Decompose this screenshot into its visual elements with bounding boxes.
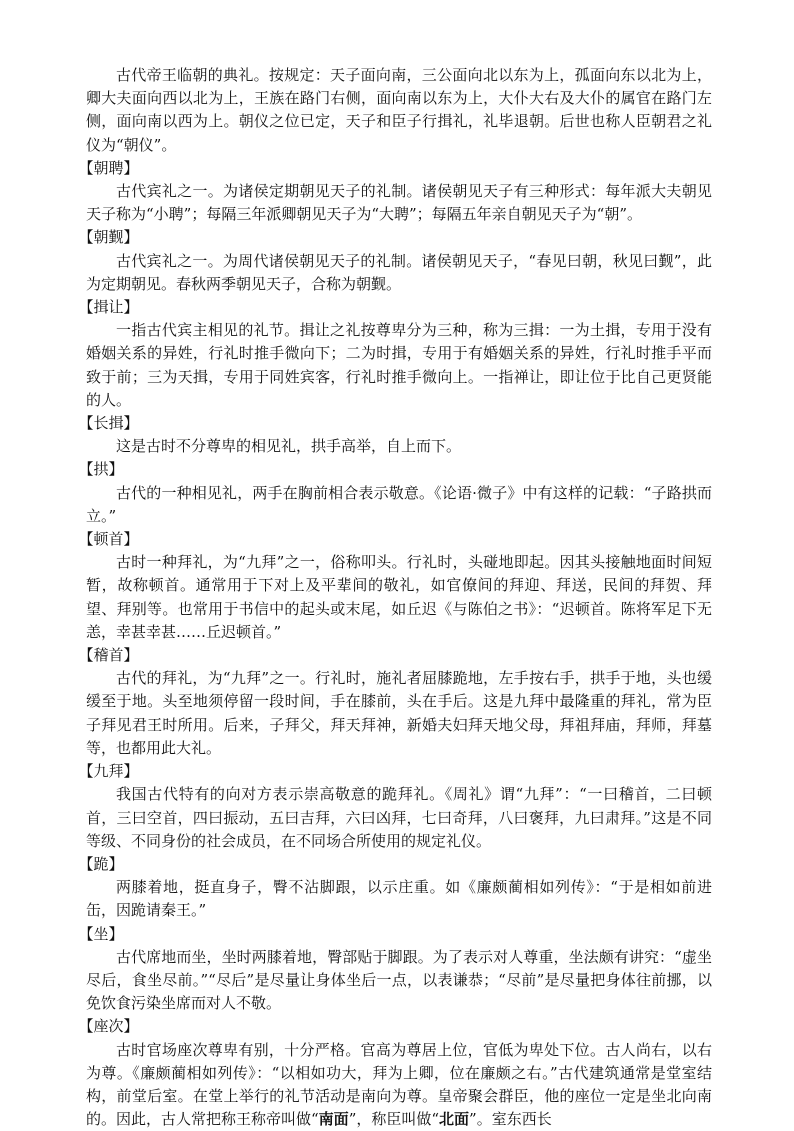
entry-title-qishou: 【稽首】 [78, 646, 139, 665]
entry-chaoyi-body: 古代帝王临朝的典礼。按规定：天子面向南，三公面向北以东为上，孤面向东以北为上，卿大夫面向西以北为上，王族在路门右侧，面向南以东为上，大仆大右及大仆的属官在路门左侧，面向南以西为上。朝仪之位已定，天子和臣子行揖礼，礼毕退朝。后世也称人臣朝君之礼仪为“朝仪”。 [86, 66, 712, 154]
entry-body-chaopin: 古代宾礼之一。为诸侯定期朝见天子的礼制。诸侯朝见天子有三种形式：每年派大夫朝见天子称为“小聘”；每隔三年派卿朝见天子为“大聘”；每隔五年亲自朝见天子为“朝”。 [86, 182, 712, 224]
entry-body-changyi: 这是古时不分尊卑的相见礼，拱手高举，自上而下。 [116, 437, 462, 456]
zuoci-bold-nanmian: 南面 [318, 1110, 349, 1129]
entry-body-jiubai: 我国古代特有的向对方表示崇高敬意的跪拜礼。《周礼》谓“九拜”：“一曰稽首，二曰顿首，三曰空首，四曰振动，五曰吉拜，六曰凶拜，七曰奇拜，八曰褒拜，九曰肃拜。”这是不同等级、不同身份的社会成员，在不同场合所使用的规定礼仪。 [86, 785, 712, 850]
document-page [78, 64, 712, 1131]
zuoci-text-end: ”。室东西长 [469, 1110, 552, 1129]
entry-title-changyi: 【长揖】 [78, 414, 139, 433]
zuoci-bold-beimian: 北面 [439, 1110, 470, 1129]
entry-title-chaojin: 【朝觐】 [78, 228, 139, 247]
entry-title-jiubai: 【九拜】 [78, 762, 139, 781]
entry-body-zuoci [86, 1039, 712, 1131]
entry-body-yirang: 一指古代宾主相见的礼节。揖让之礼按尊卑分为三种，称为三揖：一为土揖，专用于没有婚姻关系的异姓，行礼时推手微向下；二为时揖，专用于有婚姻关系的异姓，行礼时推手平而致于前；三为天揖，专用于同姓宾客，行礼时推手微向上。一指禅让，即让位于比自己更贤能的人。 [86, 321, 712, 409]
entry-body-gui: 两膝着地，挺直身子，臀不沾脚跟，以示庄重。如《廉颇蔺相如列传》：“于是相如前进缶，因跪请秦王。” [86, 878, 712, 920]
entry-body-gong: 古代的一种相见礼，两手在胸前相合表示敬意。《论语·微子》中有这样的记载：“子路拱而立。” [86, 483, 712, 525]
entry-title-chaopin: 【朝聘】 [78, 158, 139, 177]
entry-body-zuo: 古代席地而坐，坐时两膝着地，臀部贴于脚跟。为了表示对人尊重，坐法颇有讲究：“虚坐尽后，食坐尽前。”“尽后”是尽量让身体坐后一点，以表谦恭；“尽前”是尽量把身体往前挪，以免饮食污染坐席而对人不敬。 [86, 947, 712, 1013]
entry-title-yirang: 【揖让】 [78, 298, 139, 317]
entry-title-zuoci: 【座次】 [78, 1017, 139, 1036]
entry-body-dunshou: 古时一种拜礼，为“九拜”之一，俗称叩头。行礼时，头碰地即起。因其头接触地面时间短暂，故称顿首。通常用于下对上及平辈间的敬礼，如官僚间的拜迎、拜送，民间的拜贺、拜望、拜别等。也常用于书信中的起头或末尾，如丘迟《与陈伯之书》：“迟顿首。陈将军足下无恙，幸甚幸甚……丘迟顿首。” [86, 553, 712, 641]
zuoci-text-start: 古时官场座次尊卑有别，十分严格。官高为尊居上位，官低为卑处下位。古人尚右，以右为尊。《廉颇蔺相如列传》：“以相如功大，拜为上卿，位在廉颇之右。”古代建筑通常是堂室结构，前堂后室。在堂上举行的礼节活动是南向为尊。皇帝聚会群臣，他的座位一定是坐北向南的。因此，古人常把称王称帝叫做“ [86, 1040, 712, 1129]
zuoci-text-mid: ”，称臣叫做“ [348, 1110, 440, 1129]
entry-title-dunshou: 【顿首】 [78, 530, 139, 549]
entry-body-chaojin: 古代宾礼之一。为周代诸侯朝见天子的礼制。诸侯朝见天子，“春见曰朝，秋见曰觐”，此为定期朝见。春秋两季朝见天子，合称为朝觐。 [86, 251, 712, 293]
entry-title-gong: 【拱】 [78, 460, 124, 479]
entry-title-gui: 【跪】 [78, 854, 124, 873]
entry-body-qishou: 古代的拜礼，为“九拜”之一。行礼时，施礼者屈膝跪地，左手按右手，拱手于地，头也缓缓至于地。头至地须停留一段时间，手在膝前，头在手后。这是九拜中最隆重的拜礼，常为臣子拜见君王时所用。后来，子拜父，拜天拜神，新婚夫妇拜天地父母，拜祖拜庙，拜师，拜墓等，也都用此大礼。 [86, 669, 712, 757]
entry-title-zuo: 【坐】 [78, 924, 124, 943]
